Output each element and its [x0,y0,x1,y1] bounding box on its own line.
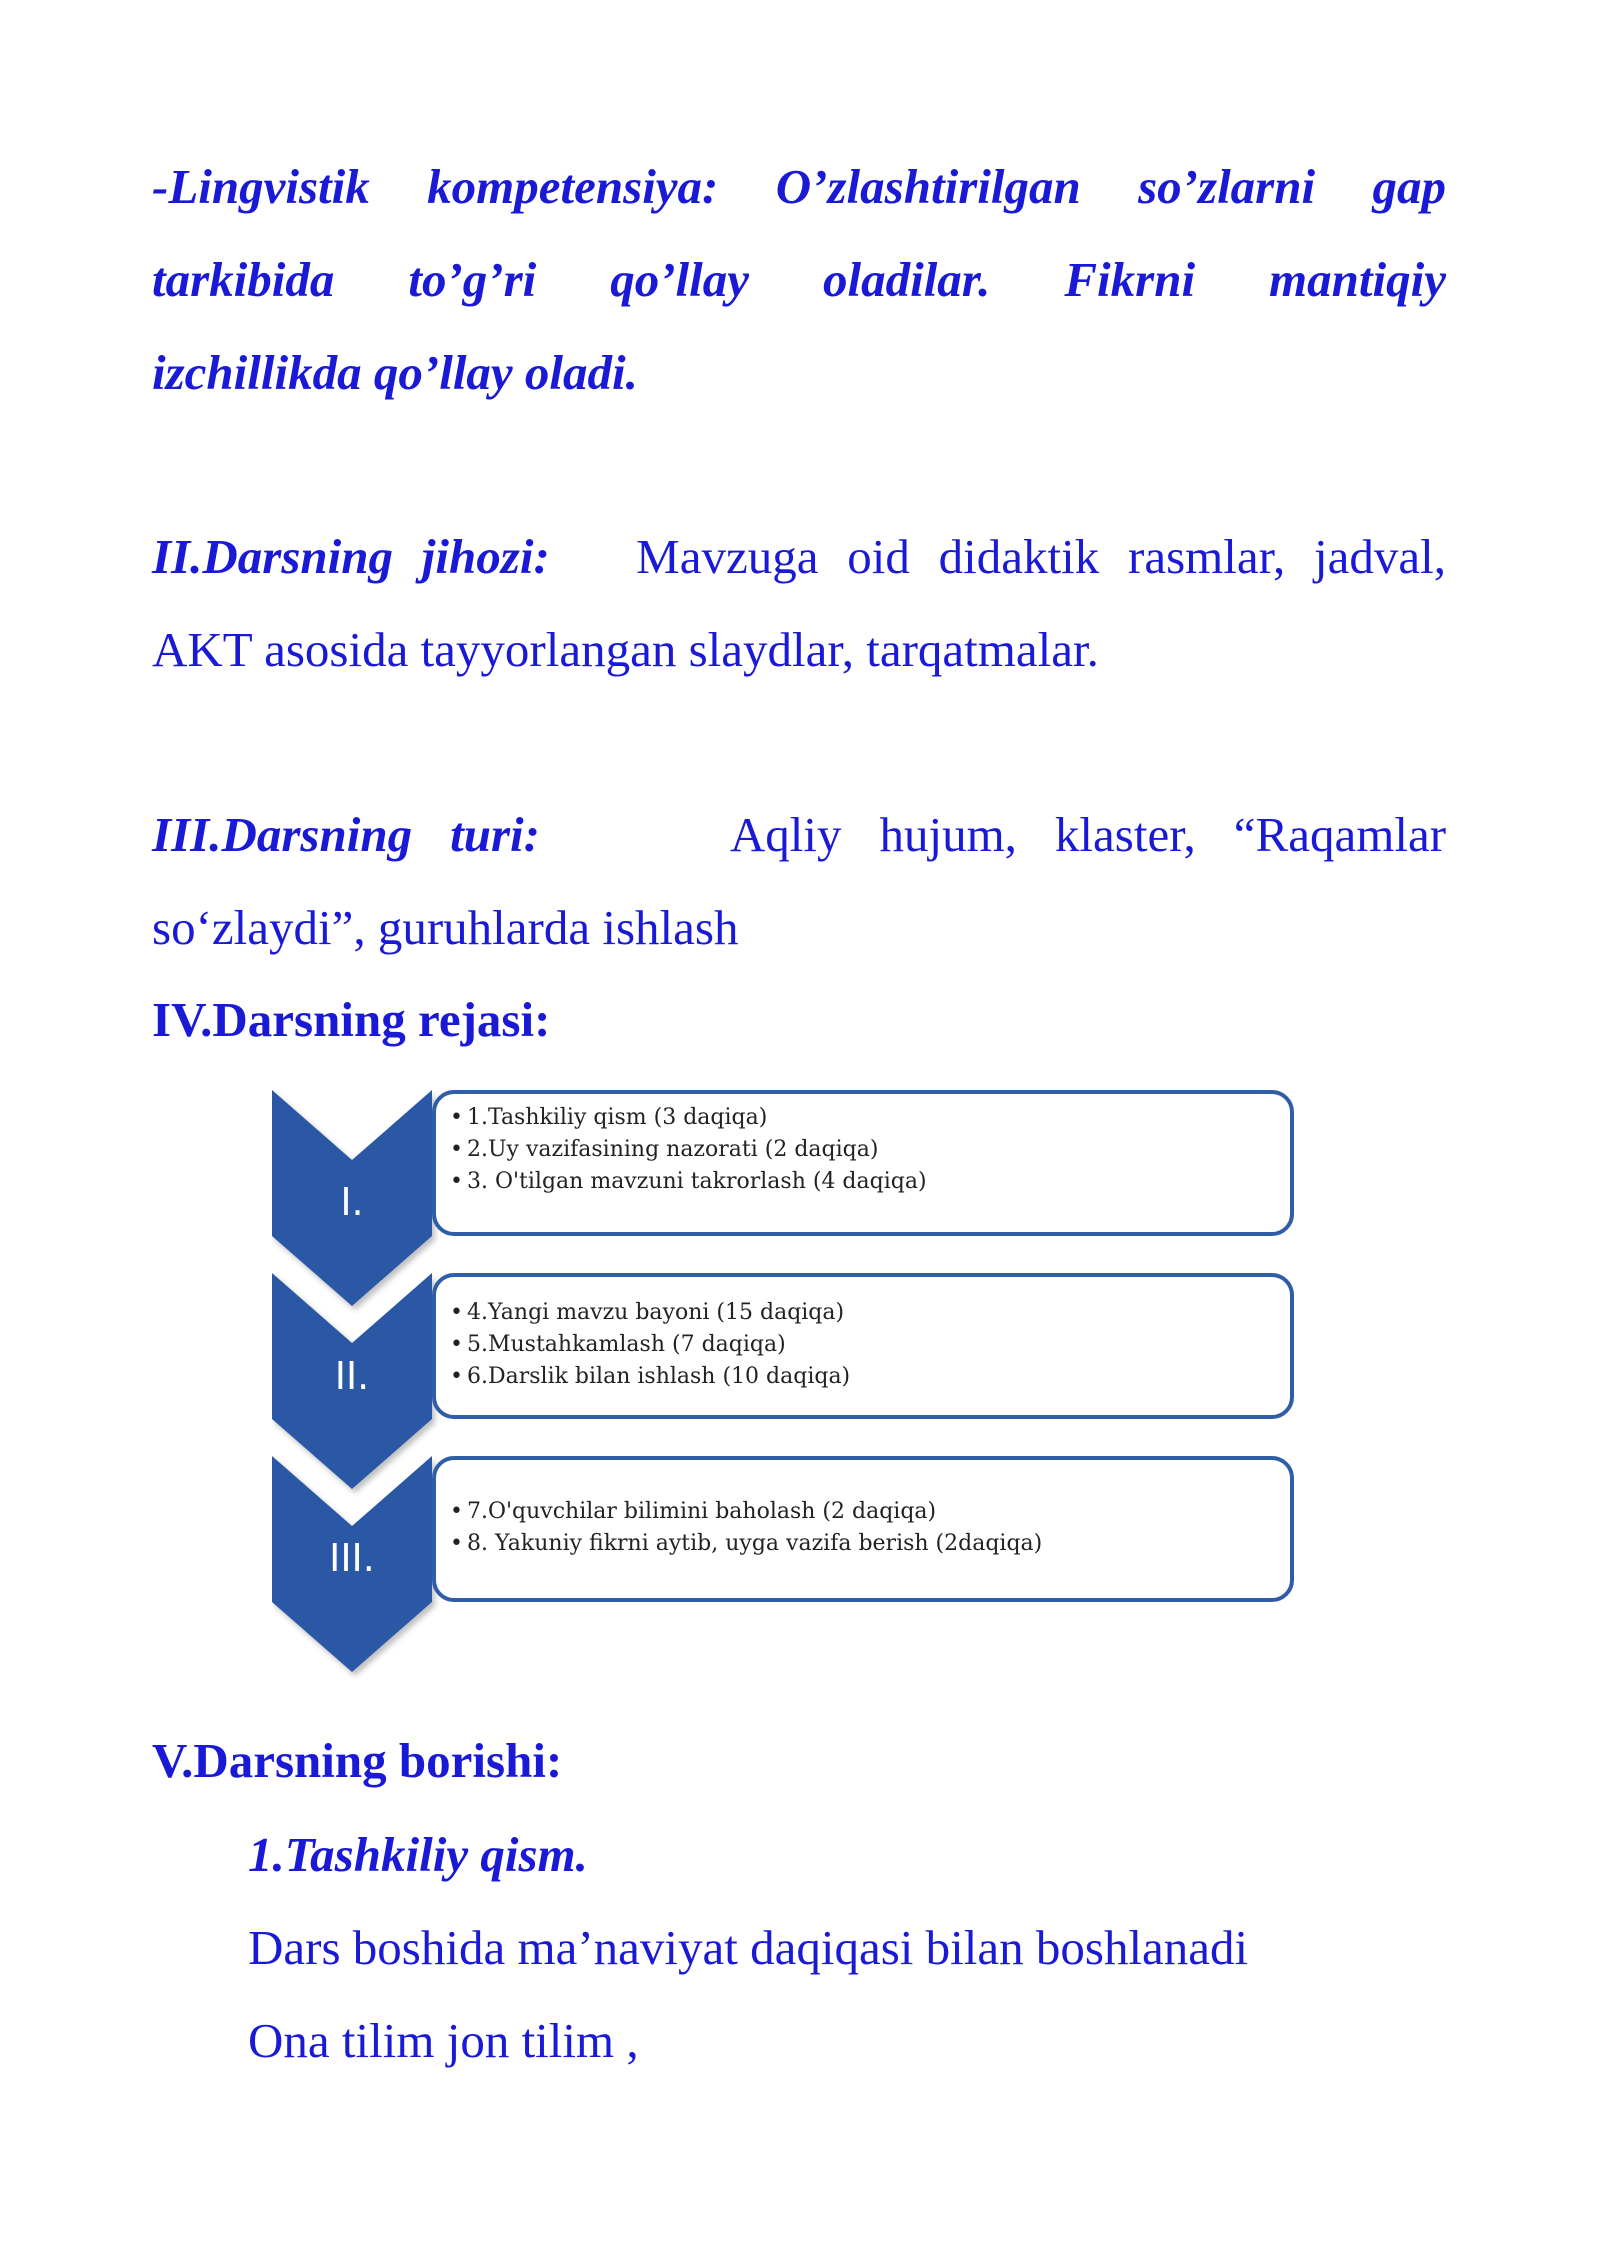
competence-line-1: -Lingvistik kompetensiya: O’zlashtirilgan so’zlarni gap [152,159,1446,214]
stage-2-numeral: II. [334,1354,370,1398]
type-label: III.Darsning turi: [152,807,540,862]
progress-line-1: Dars boshida ma’naviyat daqiqasi bilan boshlanadi [248,1920,1249,1975]
equipment-line-1 [152,510,1446,603]
plan-item: • 2.Uy vazifasining nazorati (2 daqiqa) [450,1134,1290,1166]
plan-item: • 8. Yakuniy fikrni aytib, uyga vazifa berish (2daqiqa) [450,1528,1290,1560]
type-text-1: Aqliy hujum, klaster, “Raqamlar [729,807,1447,862]
equipment-paragraph [152,510,1446,696]
plan-item: • 6.Darslik bilan ishlash (10 daqiqa) [450,1361,1290,1393]
plan-heading: IV.Darsning rejasi: [152,992,551,1047]
plan-item: • 1.Tashkiliy qism (3 daqiqa) [450,1102,1290,1134]
stage-1-numeral: I. [340,1180,364,1224]
progress-heading: V.Darsning borishi: [152,1733,563,1788]
equipment-label: II.Darsning jihozi: [152,529,550,584]
type-paragraph [152,788,1446,974]
plan-item: • 5.Mustahkamlash (7 daqiqa) [450,1329,1290,1361]
type-text-2: so‘zlaydi”, guruhlarda ishlash [152,900,739,955]
type-line-1 [152,788,1446,881]
stage-1-box [432,1090,1294,1236]
stage-2-box [432,1273,1294,1419]
competence-paragraph [152,140,1446,419]
plan-item: • 4.Yangi mavzu bayoni (15 daqiqa) [450,1297,1290,1329]
competence-line-3: izchillikda qo’llay oladi. [152,345,638,400]
lesson-plan-diagram [272,1090,1316,1690]
competence-line-2: tarkibida to’g’ri qo’llay oladilar. Fikrni mantiqiy [152,252,1446,307]
progress-line-2: Ona tilim jon tilim , [248,2013,639,2068]
equipment-text-1: Mavzuga oid didaktik rasmlar, jadval, [636,529,1446,584]
stage-3-numeral: III. [329,1536,375,1580]
stage-3-box [432,1456,1294,1602]
plan-item: • 3. O'tilgan mavzuni takrorlash (4 daqiqa) [450,1166,1290,1198]
plan-item: • 7.O'quvchilar bilimini baholash (2 daqiqa) [450,1496,1290,1528]
progress-subheading: 1.Tashkiliy qism. [248,1827,588,1882]
equipment-text-2: AKT asosida tayyorlangan slaydlar, tarqatmalar. [152,622,1099,677]
